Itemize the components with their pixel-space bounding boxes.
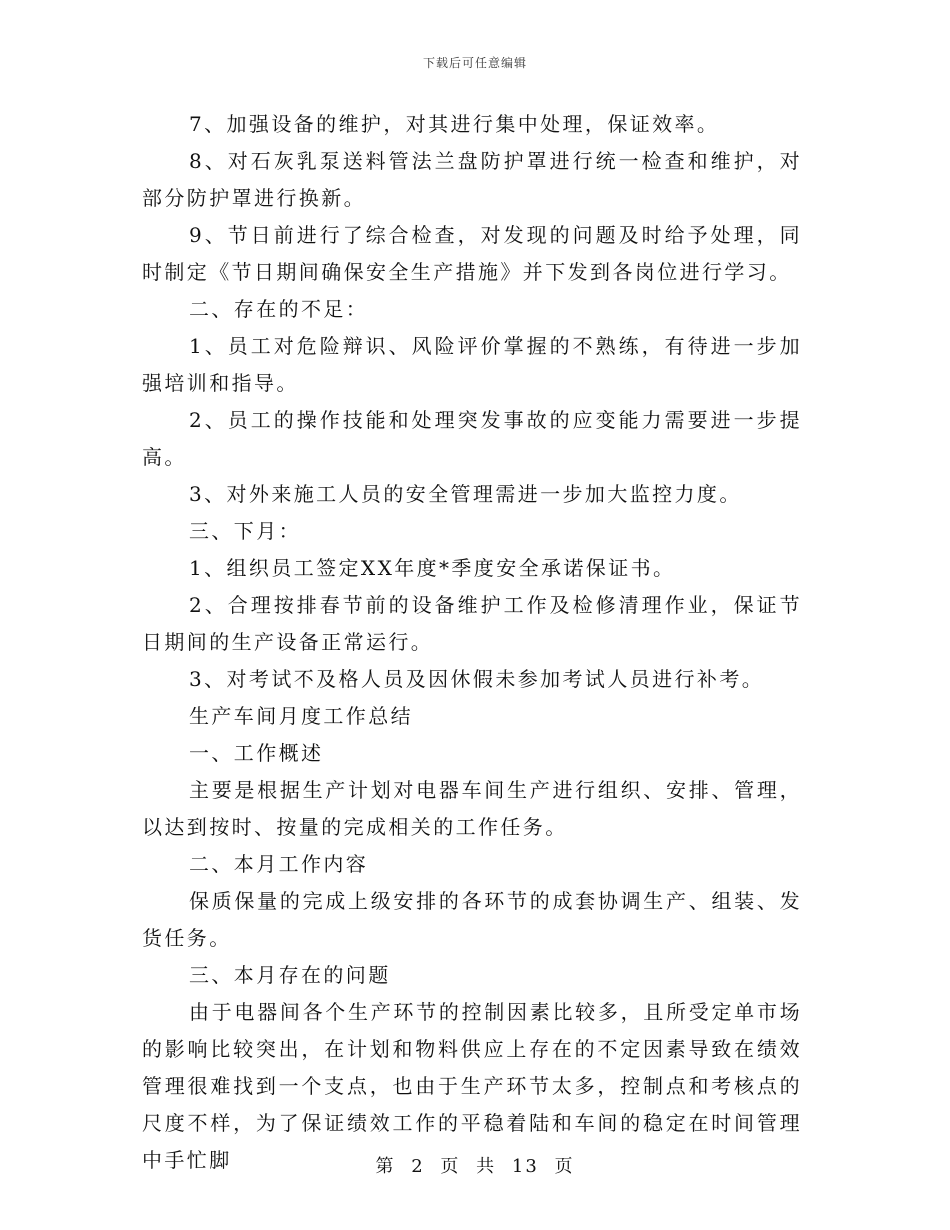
- section-heading: 二、本月工作内容: [189, 852, 369, 876]
- total-page-count: 13: [511, 1156, 539, 1177]
- footer-ye: 页: [440, 1156, 461, 1177]
- footer-di: 第: [375, 1156, 396, 1177]
- document-body: [142, 106, 802, 1179]
- document-title: 生产车间月度工作总结: [189, 704, 413, 728]
- page-footer: [0, 1152, 950, 1178]
- paragraph: 由于电器间各个生产环节的控制因素比较多，且所受定单市场的影响比较突出，在计划和物料供应上存在的不定因素导致在绩效管理很难找到一个支点，也由于生产环节太多，控制点和考核点的尺度不样，为了保证绩效工作的平稳着陆和车间的稳定在时间管理中手忙脚: [142, 1000, 802, 1172]
- paragraph: 2、合理按排春节前的设备维护工作及检修清理作业，保证节日期间的生产设备正常运行。: [142, 593, 802, 654]
- paragraph: 主要是根据生产计划对电器车间生产进行组织、安排、管理，以达到按时、按量的完成相关的工作任务。: [142, 778, 802, 839]
- page-header: 下载后可任意编辑: [422, 56, 527, 70]
- footer-gong: 共: [476, 1156, 497, 1177]
- section-heading: 二、存在的不足：: [189, 297, 369, 321]
- paragraph: 2、员工的操作技能和处理突发事故的应变能力需要进一步提高。: [142, 408, 802, 469]
- paragraph: 1、员工对危险辩识、风险评价掌握的不熟练，有待进一步加强培训和指导。: [142, 334, 802, 395]
- section-heading: 三、下月：: [189, 519, 301, 543]
- paragraph: 3、对考试不及格人员及因休假未参加考试人员进行补考。: [189, 667, 765, 691]
- section-heading: 三、本月存在的问题: [189, 963, 391, 987]
- paragraph: 7、加强设备的维护，对其进行集中处理，保证效率。: [189, 112, 720, 136]
- paragraph: 8、对石灰乳泵送料管法兰盘防护罩进行统一检查和维护，对部分防护罩进行换新。: [142, 149, 802, 210]
- paragraph: 保质保量的完成上级安排的各环节的成套协调生产、组装、发货任务。: [142, 889, 802, 950]
- paragraph: 9、节日前进行了综合检查，对发现的问题及时给予处理，同时制定《节日期间确保安全生产措施》并下发到各岗位进行学习。: [142, 223, 802, 284]
- section-heading: 一、工作概述: [189, 741, 324, 765]
- current-page-number: 2: [411, 1156, 425, 1177]
- paragraph: 1、组织员工签定XX年度*季度安全承诺保证书。: [189, 556, 676, 580]
- paragraph: 3、对外来施工人员的安全管理需进一步加大监控力度。: [189, 482, 742, 506]
- footer-ye-2: 页: [554, 1156, 575, 1177]
